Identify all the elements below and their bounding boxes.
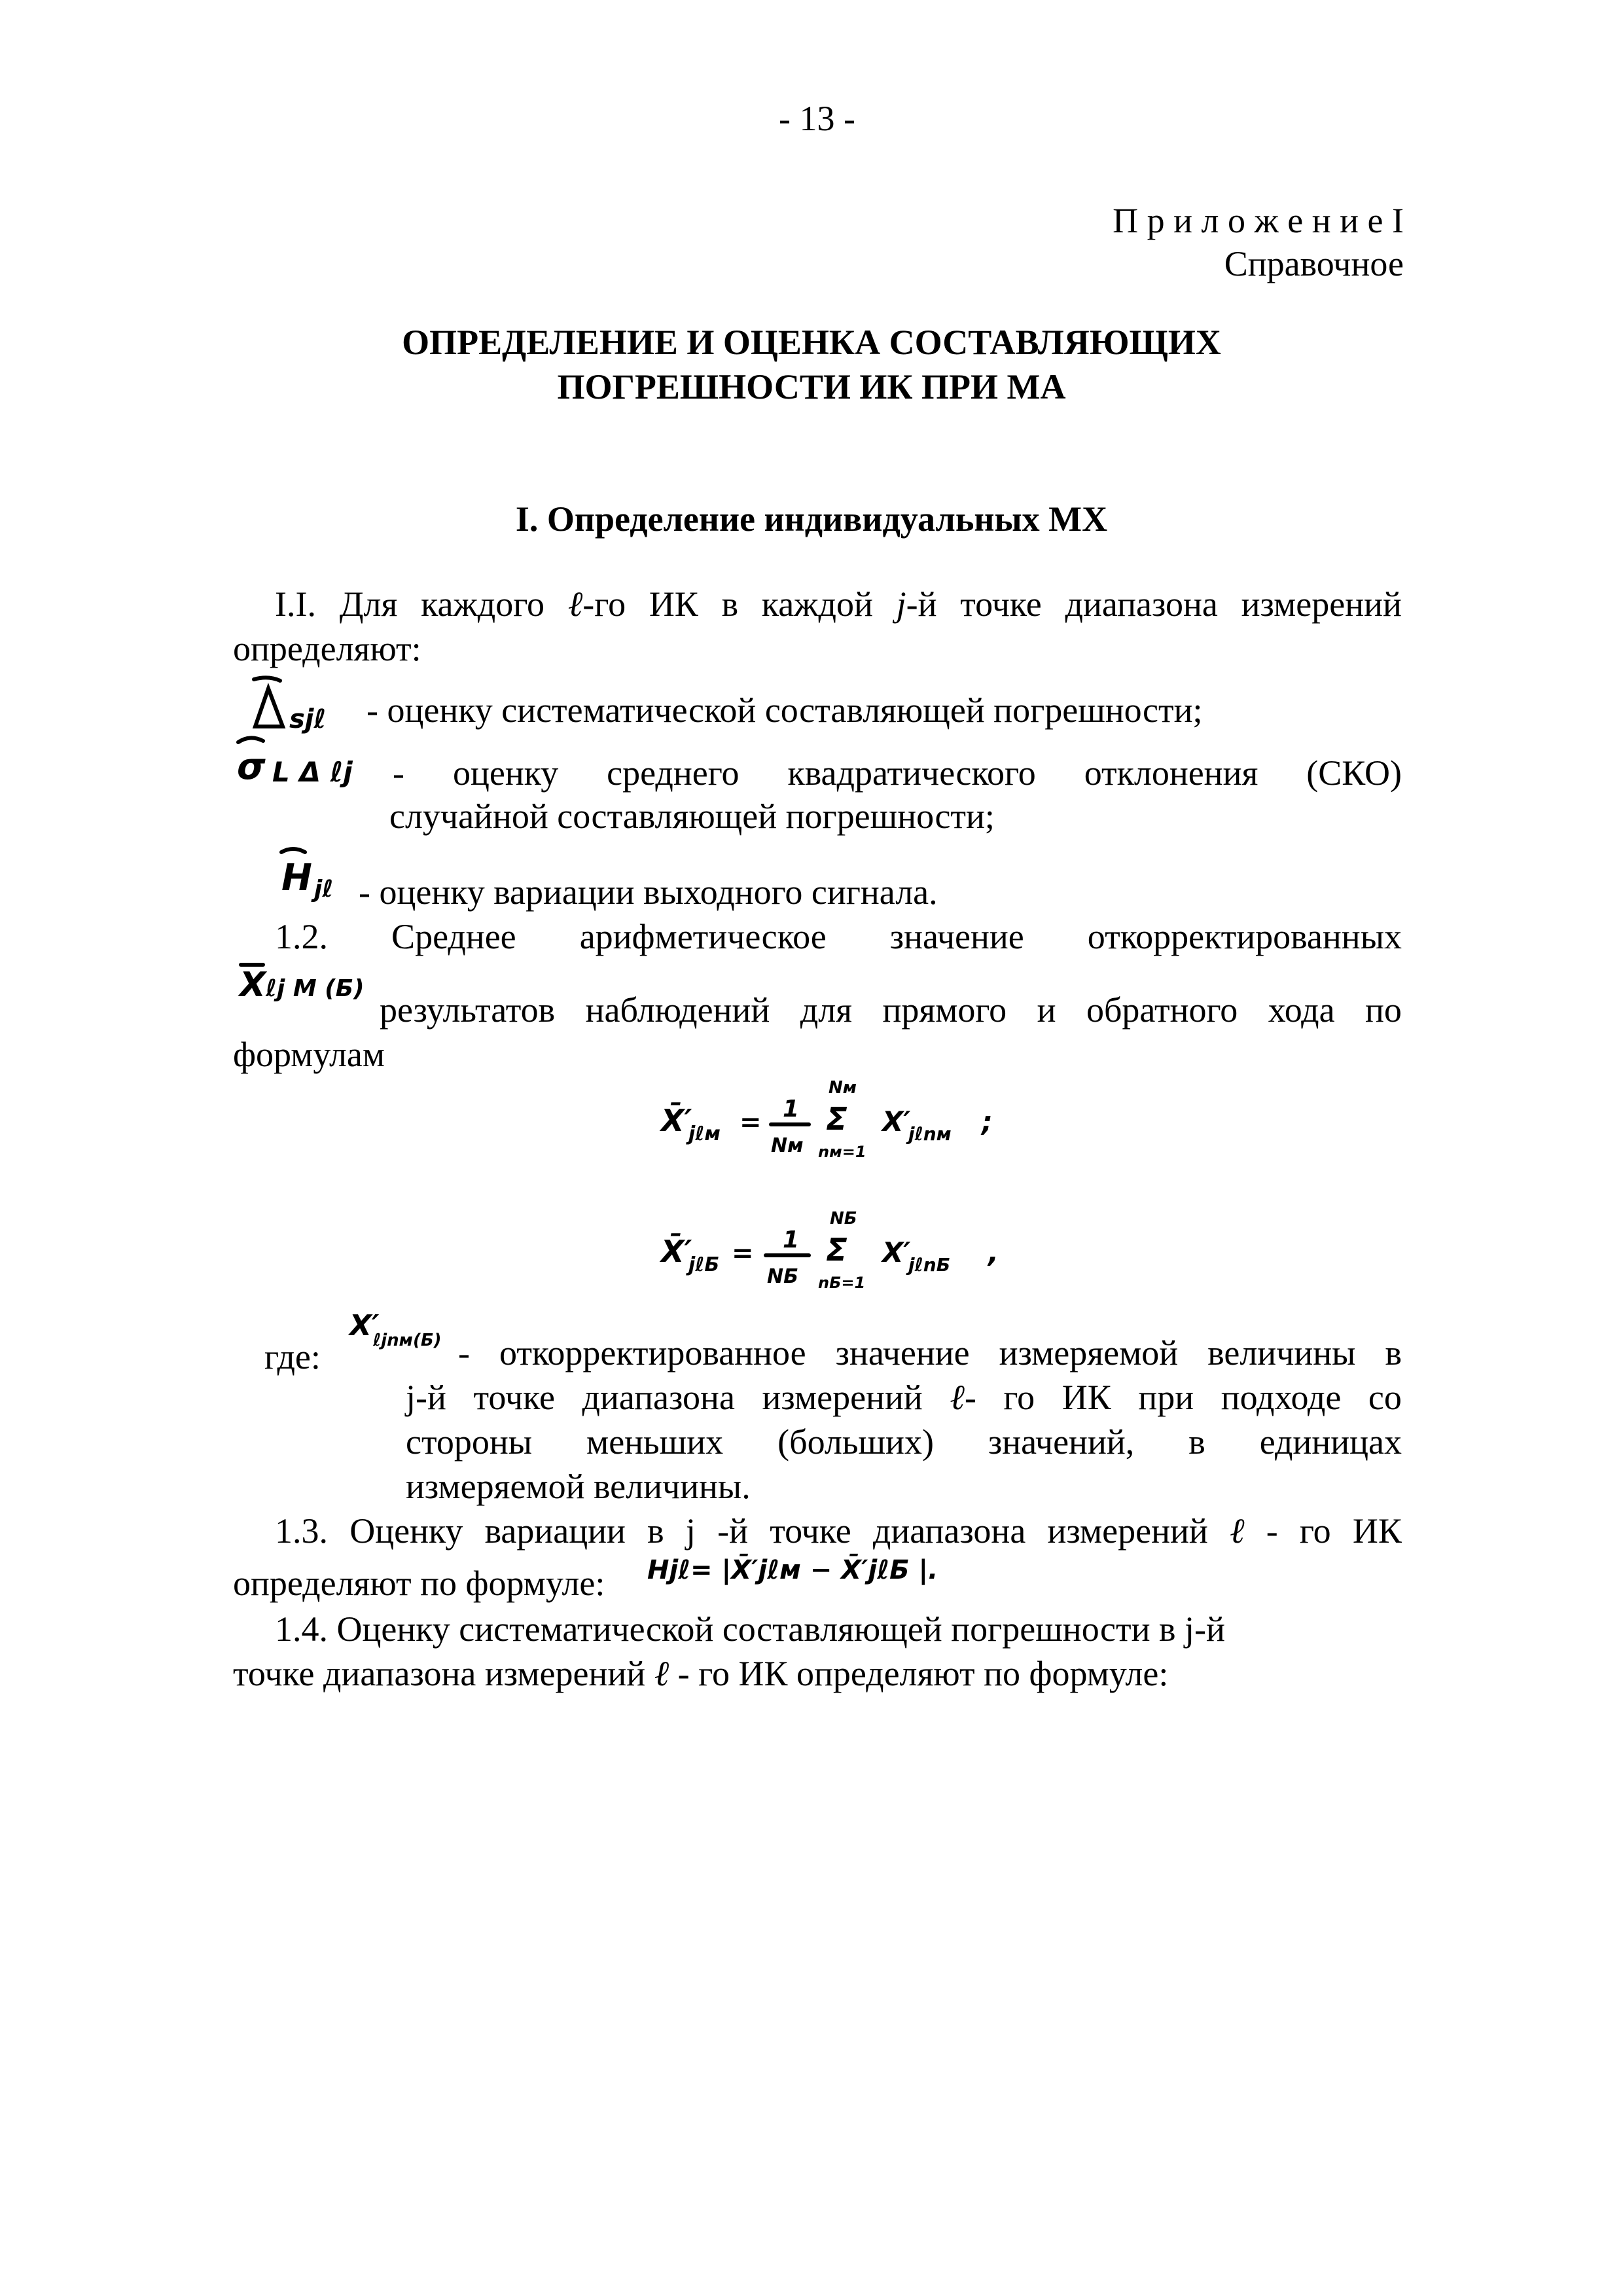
svg-text:nм=1: nм=1 [818,1143,866,1161]
formula-mean-forward [654,1067,1047,1178]
paragraph-1-4-line2: точке диапазона измерений ℓ - го ИК определяют по формуле: [233,1654,1169,1693]
svg-text:X′: X′ [882,1105,911,1138]
where-line3: стороны меньших (больших) значений, в единицах [406,1422,1402,1462]
svg-text:L Δ ℓj: L Δ ℓj [272,756,353,788]
where-line4: измеряемой величины. [406,1467,751,1506]
appendix-type: Справочное [1224,244,1404,283]
svg-text:Nм: Nм [771,1134,804,1157]
paragraph-1-1-line2: определяют: [233,629,421,668]
paragraph-1-2-line3: формулам [233,1035,385,1074]
where-line2: j-й точке диапазона измерений ℓ- го ИК при подходе со [406,1378,1402,1417]
paragraph-1-2-line1: 1.2. Среднее арифметическое значение откорректированных [275,917,1402,956]
svg-text:=: = [740,1107,762,1138]
svg-text:NБ: NБ [830,1209,857,1229]
xbar-symbol-handwritten [236,960,393,1018]
document-title-line1: ОПРЕДЕЛЕНИЕ И ОЦЕНКА СОСТАВЛЯЮЩИХ [402,323,1221,362]
svg-text:;: ; [982,1105,993,1138]
svg-text:jℓ: jℓ [314,876,334,903]
svg-text:NБ: NБ [767,1265,798,1288]
svg-text:sjℓ: sjℓ [289,704,327,734]
where-line1: - откорректированное значение измеряемой величины в [458,1333,1402,1372]
svg-text:ℓj M (Б): ℓj M (Б) [266,975,365,1002]
svg-text:X̄′: X̄′ [661,1103,692,1138]
svg-text:X′: X′ [882,1236,911,1268]
formula-variation-handwritten [645,1545,946,1597]
paragraph-1-3-line1: 1.3. Оценку вариации в j -й точке диапазона измерений ℓ - го ИК [275,1511,1402,1551]
appendix-label: П р и л о ж е н и е I [1113,201,1404,240]
svg-text:1: 1 [783,1096,800,1122]
svg-text:X′: X′ [349,1309,380,1342]
svg-text:Σ: Σ [826,1232,847,1268]
item-sko-line2: случайной составляющей погрешности; [389,797,995,836]
svg-text:1: 1 [783,1227,800,1253]
item-systematic: - оценку систематической составляющей погрешности; [366,691,1203,730]
where-label: где: [264,1337,321,1376]
paragraph-1-3-line2: определяют по формуле: [233,1564,605,1603]
svg-text:ℓjnм(Б): ℓjnм(Б) [373,1331,442,1350]
svg-text:σ: σ [237,745,266,788]
where-symbol-handwritten [347,1302,471,1361]
svg-text:jℓnм: jℓnм [908,1123,952,1145]
h-symbol-handwritten [268,844,366,910]
sigma-symbol-handwritten [233,733,416,792]
svg-text:X: X [240,965,266,1005]
svg-text:X̄′: X̄′ [661,1234,692,1269]
svg-text:Σ: Σ [826,1101,847,1138]
svg-text:jℓБ: jℓБ [688,1253,720,1276]
paragraph-1-1-line1: I.I. Для каждого ℓ-го ИК в каждой j-й точке диапазона измерений [275,584,1402,624]
item-variation: - оценку вариации выходного сигнала. [359,872,938,912]
document-title-line2: ПОГРЕШНОСТИ ИК ПРИ МА [557,367,1066,406]
formula-mean-backward [654,1198,1047,1309]
svg-text:nБ=1: nБ=1 [818,1274,866,1292]
svg-text:,: , [988,1236,999,1268]
item-sko-line1: - оценку среднего квадратического отклонения (СКО) [393,753,1402,793]
svg-text:jℓм: jℓм [688,1122,721,1145]
svg-text:H: H [281,857,312,899]
svg-text:Hjℓ= |X̄′jℓм − X̄′jℓБ |.: Hjℓ= |X̄′jℓм − X̄′jℓБ |. [647,1555,938,1585]
page-number: - 13 - [779,99,855,138]
svg-text:Nм: Nм [829,1078,857,1098]
svg-text:jℓnБ: jℓnБ [908,1254,951,1276]
paragraph-1-2-line2: результатов наблюдений для прямого и обратного хода по [380,990,1402,1030]
svg-text:=: = [732,1238,754,1268]
paragraph-1-4-line1: 1.4. Оценку систематической составляющей погрешности в j-й [275,1609,1225,1649]
section-heading: I. Определение индивидуальных МХ [515,499,1108,539]
